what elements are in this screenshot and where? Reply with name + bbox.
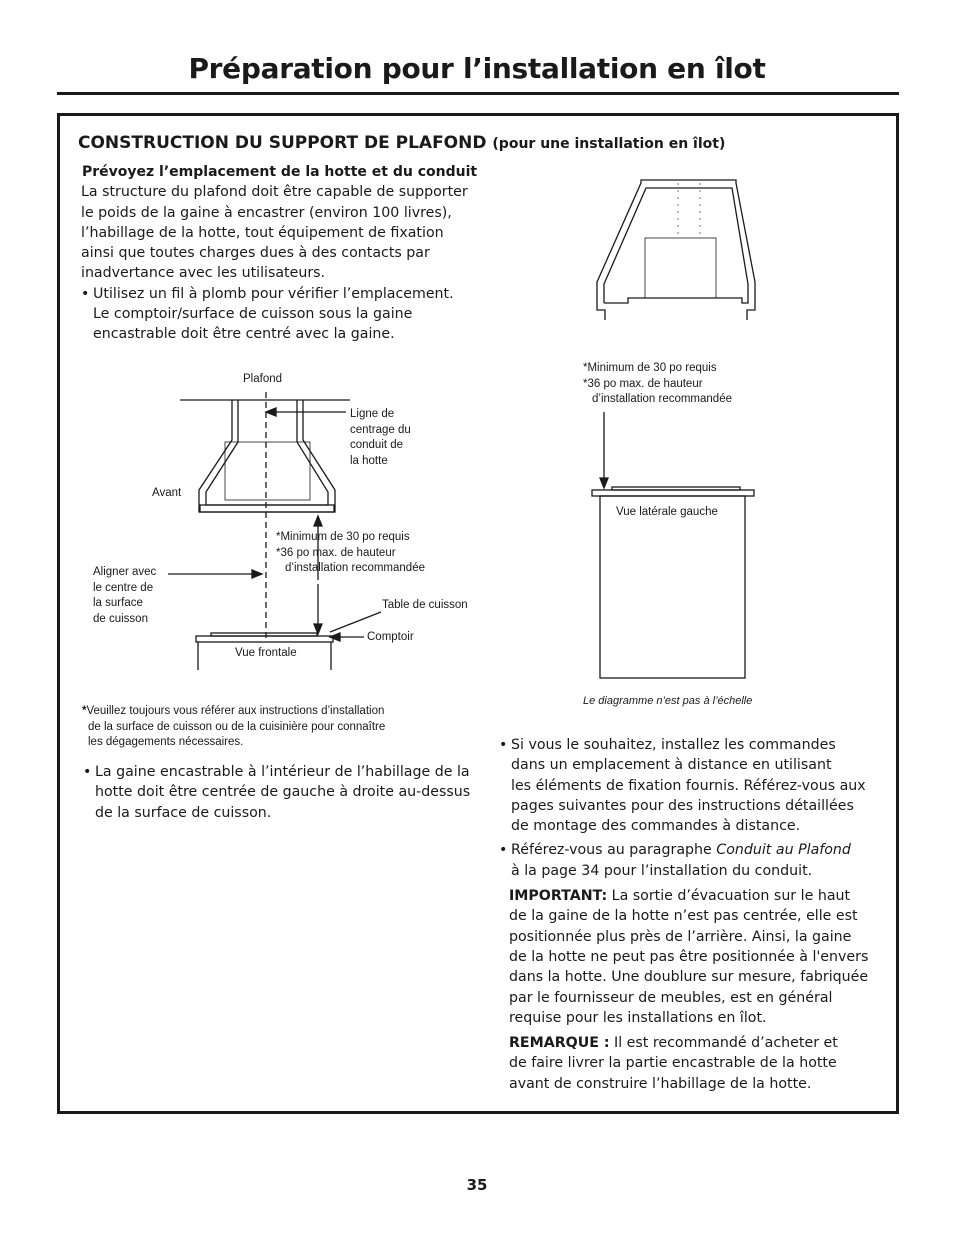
note-label: REMARQUE : [509, 1035, 610, 1052]
note-block [499, 1033, 879, 1094]
right-bullet-duct [499, 840, 879, 881]
label-side-view: Vue latérale gauche [616, 506, 718, 518]
left-bullet [83, 762, 483, 823]
label-cooktop: Table de cuisson [382, 599, 468, 611]
left-bullet-block [83, 762, 483, 823]
right-bullet-remote [499, 735, 879, 836]
intro-bullet-line: Le comptoir/surface de cuisson sous la gaine [93, 306, 413, 323]
bullet-dot: • [81, 285, 90, 302]
label-line: d’installation recommandée [285, 562, 425, 574]
left-bullet-line: La gaine encastrable à l’intérieur de l’habillage de la [95, 764, 470, 780]
label-line: le centre de [93, 581, 154, 594]
right-bullet-line: de montage des commandes à distance. [511, 818, 801, 835]
label-scale-note: Le diagramme n’est pas à l’échelle [583, 695, 753, 707]
footnote-line: les dégagements nécessaires. [88, 736, 244, 748]
right-column [499, 735, 879, 1094]
label-front: Avant [152, 487, 182, 499]
label-minimum-side [583, 361, 732, 408]
page-title: Préparation pour l’installation en îlot [188, 52, 766, 85]
right-bullet-line: Si vous le souhaitez, installez les commandes [511, 737, 836, 753]
label-counter: Comptoir [367, 631, 414, 643]
side-countertop [592, 490, 754, 496]
label-ceiling: Plafond [243, 373, 283, 385]
right-bullet-line: pages suivantes pour des instructions détaillées [511, 797, 854, 814]
footnote-line: de la surface de cuisson ou de la cuisinière pour connaître [88, 720, 386, 733]
important-line: dans la hotte. Une doublure sur mesure, fabriquée [509, 969, 869, 986]
footnote-line: Veuillez toujours vous référer aux instructions d’installation [86, 705, 385, 717]
label-front-view: Vue frontale [235, 647, 297, 659]
hood-side-outer [597, 180, 755, 320]
label-line: centrage du [350, 423, 411, 436]
label-line: conduit de [350, 439, 404, 451]
label-line: la hotte [350, 454, 388, 467]
note-line [509, 1033, 879, 1053]
intro-line: le poids de la gaine à encastrer (environ 100 livres), [81, 204, 452, 221]
note-first: Il est recommandé d’acheter et [609, 1035, 838, 1052]
label-line: *36 po max. de hauteur [583, 377, 703, 390]
intro-line: inadvertance avec les utilisateurs. [81, 265, 326, 282]
intro-bullet-line: encastrable doit être centré avec la gaine. [93, 326, 395, 343]
intro-line: ainsi que toutes charges dues à des contacts par [81, 245, 430, 262]
bullet2-italic: Conduit au Plafond [716, 842, 851, 859]
note-line: de faire livrer la partie encastrable de la hotte [509, 1055, 837, 1072]
arrowhead [600, 478, 608, 488]
label-line: de cuisson [93, 612, 148, 625]
right-bullet-line: à la page 34 pour l’installation du conduit. [511, 862, 813, 879]
important-block [499, 886, 879, 1028]
important-line: par le fournisseur de meubles, est en général [509, 989, 833, 1006]
footnote-mark: * [82, 705, 87, 717]
right-bullet-line [511, 840, 879, 860]
important-line [509, 886, 879, 906]
section-heading-main: CONSTRUCTION DU SUPPORT DE PLAFOND [78, 133, 487, 153]
intro-line: l’habillage de la hotte, tout équipement de fixation [81, 224, 444, 241]
side-cooktop [612, 487, 740, 490]
hood-side-inner [604, 188, 748, 303]
intro-bullet-line: Utilisez un fil à plomb pour vérifier l’emplacement. [93, 285, 454, 302]
bullet-dot: • [499, 737, 508, 753]
important-line: positionnée plus près de l’arrière. Ainsi, la gaine [509, 928, 852, 945]
important-first: La sortie d’évacuation sur le haut [607, 888, 851, 905]
bullet-dot: • [499, 842, 508, 859]
page-number: 35 [466, 1176, 488, 1194]
important-line: de la hotte ne peut pas être positionnée à l'envers [509, 948, 869, 965]
bullet2-prefix: Référez-vous au paragraphe [511, 842, 717, 859]
important-line: de la gaine de la hotte n’est pas centrée, elle est [509, 908, 858, 925]
footnote [82, 704, 385, 751]
important-line: requise pour les installations en îlot. [509, 1009, 767, 1026]
left-bullet-line: de la surface de cuisson. [95, 804, 272, 821]
label-line: Aligner avec [93, 566, 157, 578]
intro-line: La structure du plafond doit être capable de supporter [81, 184, 468, 201]
label-line: *Minimum de 30 po requis [583, 362, 717, 374]
label-line: *36 po max. de hauteur [276, 546, 396, 559]
label-line: d’installation recommandée [592, 393, 732, 405]
label-line: Ligne de [350, 408, 395, 420]
section-heading-sub: (pour une installation en îlot) [492, 136, 726, 152]
note-line: avant de construire l’habillage de la hotte. [509, 1075, 812, 1092]
bullet-dot: • [83, 764, 92, 780]
label-line: *Minimum de 30 po requis [276, 531, 410, 543]
right-bullet-line: les éléments de fixation fournis. Référez-vous aux [511, 777, 866, 794]
important-label: IMPORTANT: [509, 888, 608, 905]
side-cabinet [600, 496, 745, 678]
label-line: la surface [93, 597, 143, 609]
right-bullet-line: dans un emplacement à distance en utilisant [511, 757, 832, 774]
left-bullet-line: hotte doit être centrée de gauche à droite au-dessus [95, 784, 471, 801]
liner-side-box [645, 238, 716, 298]
intro-subheading: Prévoyez l’emplacement de la hotte et du conduit [82, 164, 478, 180]
